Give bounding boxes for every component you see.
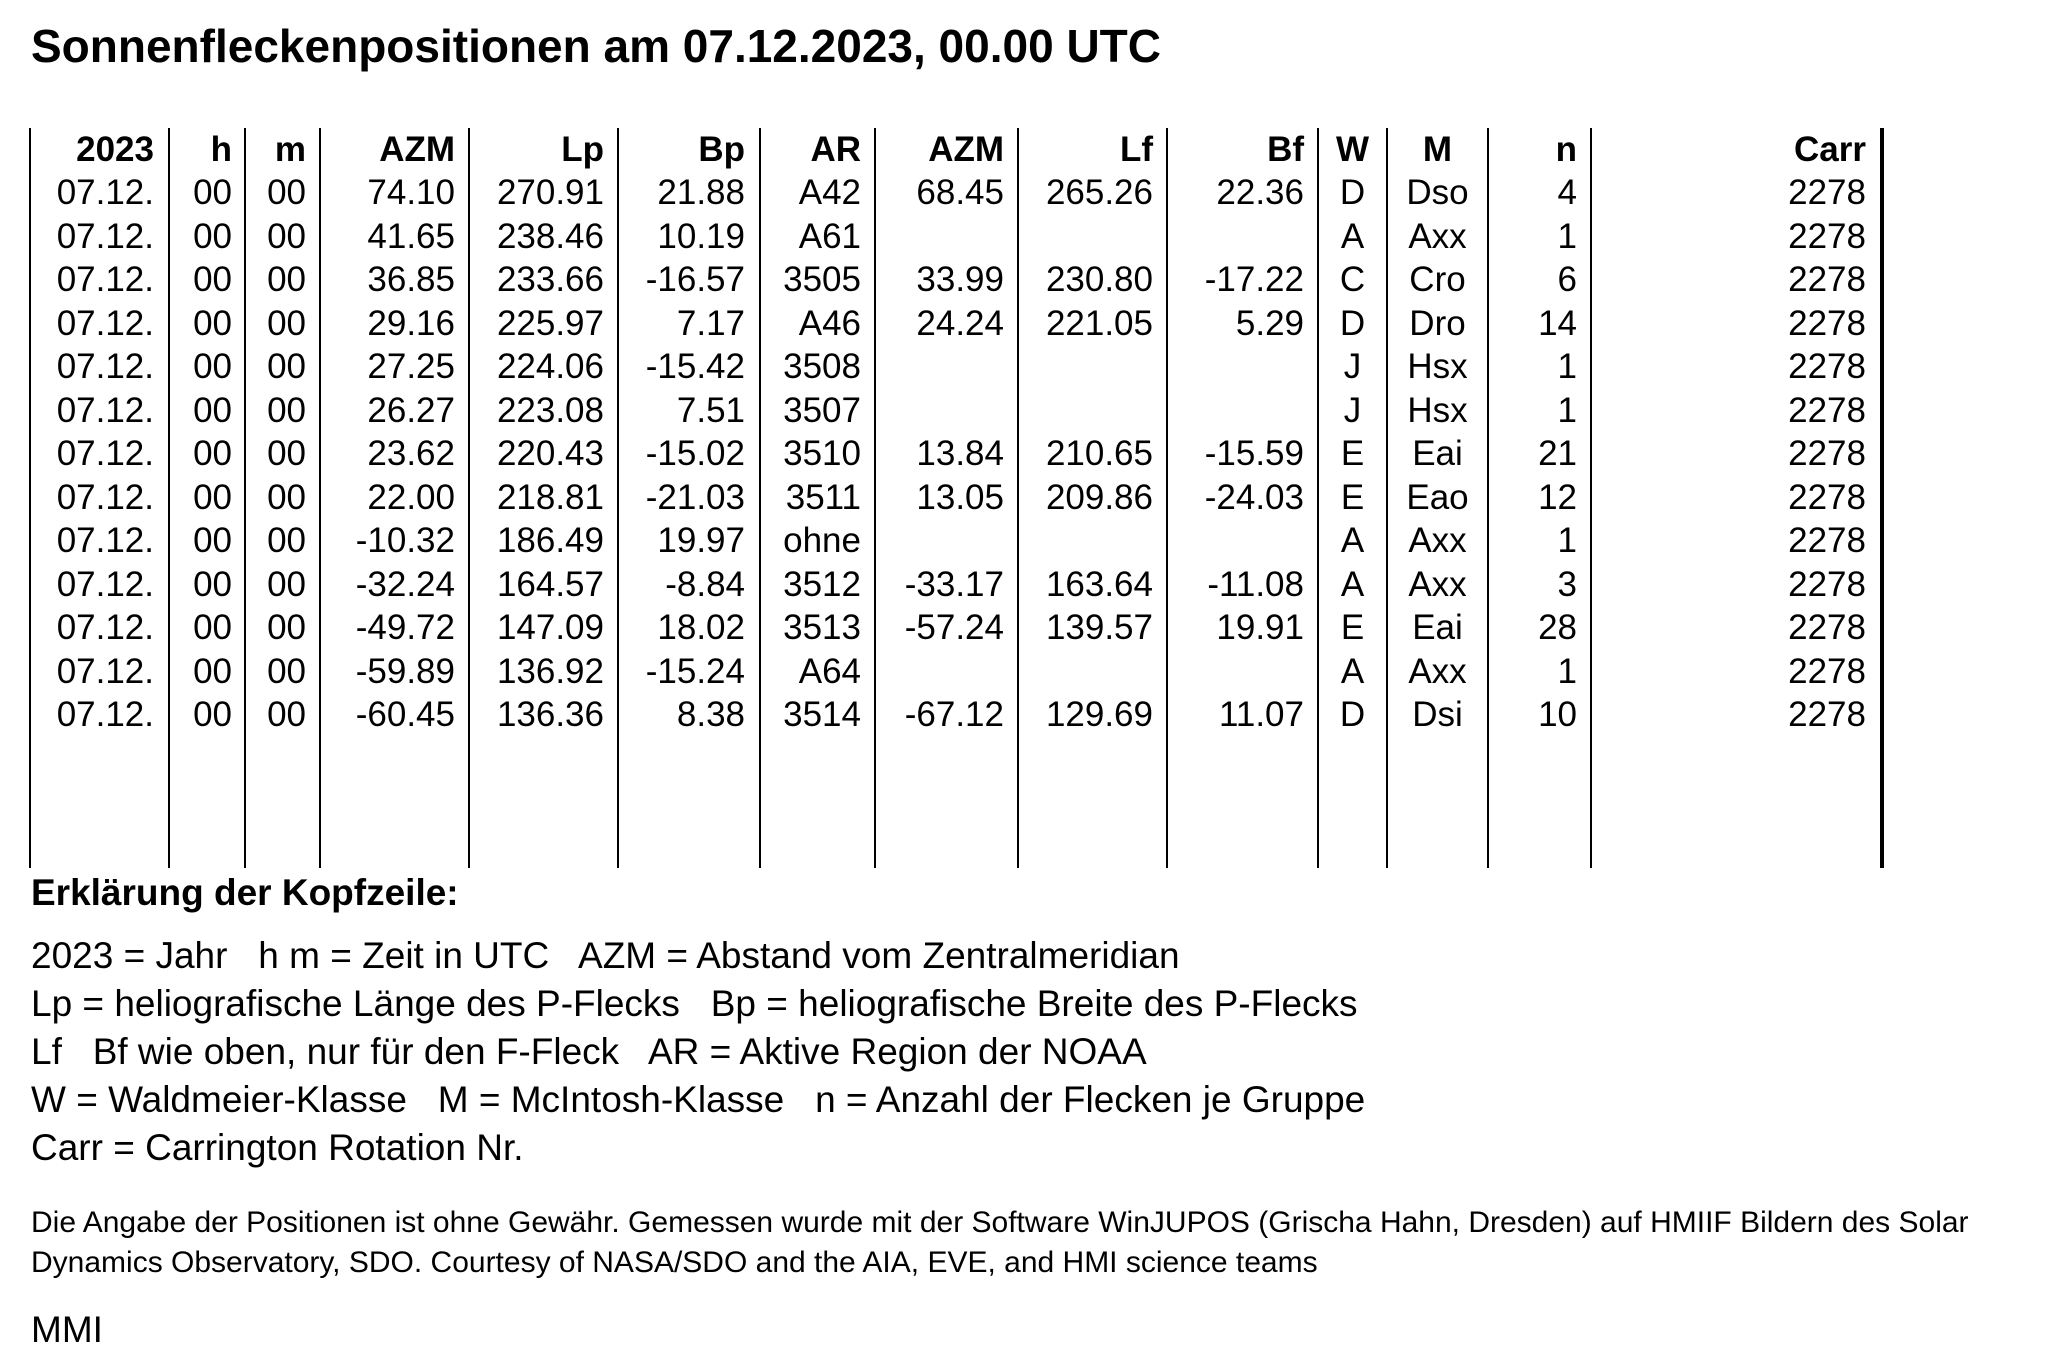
cell-bp: -21.03 bbox=[645, 477, 745, 517]
cell-azm-f bbox=[876, 389, 1004, 433]
cell-azm-f bbox=[876, 650, 1004, 694]
header-carr: Carr bbox=[1794, 130, 1866, 169]
cell-bp: -15.42 bbox=[645, 347, 745, 386]
cell-w: A bbox=[1340, 564, 1365, 604]
header-bf: Bf bbox=[1267, 130, 1304, 169]
cell-azm-f: -57.24 bbox=[904, 608, 1004, 647]
cell-ar: 3510 bbox=[783, 434, 861, 473]
cell-bp: 19.97 bbox=[657, 521, 745, 560]
cell-date: 07.12. bbox=[56, 477, 154, 517]
header-lf: Lf bbox=[1119, 130, 1153, 169]
cell-lp: 238.46 bbox=[496, 216, 604, 256]
cell-ar: A64 bbox=[798, 651, 861, 691]
cell-hour: 00 bbox=[193, 390, 232, 430]
cell-carr: 2278 bbox=[1788, 434, 1866, 473]
header-n: n bbox=[1555, 130, 1577, 169]
cell-hour: 00 bbox=[193, 434, 232, 473]
cell-ar: A61 bbox=[798, 216, 861, 256]
legend-line: Carr = Carrington Rotation Nr. bbox=[31, 1127, 524, 1168]
cell-w: D bbox=[1339, 303, 1366, 343]
cell-hour: 00 bbox=[193, 651, 232, 691]
cell-w: J bbox=[1343, 390, 1362, 430]
cell-ar: A46 bbox=[798, 303, 861, 343]
cell-hour: 00 bbox=[193, 564, 232, 604]
cell-carr: 2278 bbox=[1788, 173, 1866, 212]
cell-carr: 2278 bbox=[1788, 651, 1866, 691]
cell-bp: 7.17 bbox=[676, 303, 745, 343]
cell-azm-p: 23.62 bbox=[367, 434, 455, 473]
table-header-row bbox=[0, 128, 2060, 172]
cell-n: 12 bbox=[1538, 477, 1577, 517]
cell-lf: 210.65 bbox=[1045, 434, 1153, 473]
cell-hour: 00 bbox=[193, 216, 232, 256]
cell-w: A bbox=[1340, 651, 1365, 691]
cell-bf: 19.91 bbox=[1216, 608, 1304, 647]
cell-carr: 2278 bbox=[1788, 216, 1866, 256]
header-m: M bbox=[1422, 130, 1453, 169]
cell-n: 1 bbox=[1557, 216, 1577, 256]
sunspot-table bbox=[0, 128, 2060, 868]
cell-date: 07.12. bbox=[56, 564, 154, 604]
cell-m: Eao bbox=[1406, 477, 1469, 517]
cell-bf bbox=[1168, 389, 1304, 433]
cell-w: D bbox=[1339, 695, 1366, 734]
cell-n: 28 bbox=[1538, 608, 1577, 647]
cell-carr: 2278 bbox=[1788, 695, 1866, 734]
cell-n: 6 bbox=[1557, 260, 1577, 299]
cell-m: Dro bbox=[1409, 303, 1466, 343]
cell-bf: 22.36 bbox=[1216, 173, 1304, 212]
header-lp: Lp bbox=[561, 130, 604, 169]
cell-lp: 136.36 bbox=[496, 695, 604, 734]
cell-date: 07.12. bbox=[56, 608, 154, 647]
cell-bf: -11.08 bbox=[1207, 564, 1304, 604]
cell-carr: 2278 bbox=[1788, 477, 1866, 517]
cell-bp: -15.24 bbox=[645, 651, 745, 691]
table-row bbox=[0, 215, 2060, 259]
cell-date: 07.12. bbox=[56, 434, 154, 473]
cell-minute: 00 bbox=[267, 216, 306, 256]
table-row bbox=[0, 171, 2060, 215]
cell-bp: 7.51 bbox=[676, 390, 745, 430]
disclaimer: Die Angabe der Positionen ist ohne Gewähr. Gemessen wurde mit der Software WinJUPOS (Grischa Hahn, Dresden) auf HMIIF Bildern des Solar Dynamics Observatory, SDO. Courtesy of NASA/SDO and the AIA, EVE, and HMI science teams bbox=[31, 1206, 1969, 1279]
cell-bp: 10.19 bbox=[657, 216, 745, 256]
cell-minute: 00 bbox=[267, 477, 306, 517]
table-row bbox=[0, 432, 2060, 476]
cell-bf: 5.29 bbox=[1235, 303, 1304, 343]
cell-m: Axx bbox=[1408, 651, 1467, 691]
cell-bf: -17.22 bbox=[1204, 260, 1304, 299]
cell-azm-f: 13.05 bbox=[916, 477, 1004, 517]
cell-lf: 209.86 bbox=[1045, 477, 1153, 517]
cell-hour: 00 bbox=[193, 608, 232, 647]
cell-hour: 00 bbox=[193, 477, 232, 517]
cell-m: Hsx bbox=[1407, 390, 1468, 430]
cell-ar: 3508 bbox=[783, 347, 861, 386]
cell-bp: -8.84 bbox=[665, 564, 745, 604]
cell-lf: 221.05 bbox=[1045, 303, 1153, 343]
cell-azm-p: 26.27 bbox=[367, 390, 455, 430]
cell-lf bbox=[1019, 650, 1153, 694]
legend-line: W = Waldmeier-Klasse M = McIntosh-Klasse n = Anzahl der Flecken je Gruppe bbox=[31, 1079, 1366, 1120]
cell-date: 07.12. bbox=[56, 347, 154, 386]
cell-azm-f: -67.12 bbox=[904, 695, 1004, 734]
cell-minute: 00 bbox=[267, 303, 306, 343]
cell-azm-f bbox=[876, 215, 1004, 259]
cell-w: A bbox=[1340, 521, 1365, 560]
cell-ar: 3512 bbox=[783, 564, 861, 604]
cell-w: E bbox=[1340, 477, 1365, 517]
cell-minute: 00 bbox=[267, 651, 306, 691]
cell-bf bbox=[1168, 345, 1304, 389]
header-azm-p: AZM bbox=[379, 130, 455, 169]
cell-hour: 00 bbox=[193, 695, 232, 734]
cell-n: 1 bbox=[1557, 651, 1577, 691]
cell-azm-p: -32.24 bbox=[355, 564, 455, 604]
cell-minute: 00 bbox=[267, 173, 306, 212]
cell-hour: 00 bbox=[193, 173, 232, 212]
cell-w: C bbox=[1339, 260, 1366, 299]
cell-date: 07.12. bbox=[56, 651, 154, 691]
cell-m: Dso bbox=[1406, 173, 1469, 212]
cell-bp: -16.57 bbox=[645, 260, 745, 299]
cell-azm-f: 13.84 bbox=[916, 434, 1004, 473]
cell-azm-p: -49.72 bbox=[355, 608, 455, 647]
cell-azm-p: -60.45 bbox=[355, 695, 455, 734]
cell-azm-p: 22.00 bbox=[367, 477, 455, 517]
cell-n: 4 bbox=[1557, 173, 1577, 212]
cell-carr: 2278 bbox=[1788, 303, 1866, 343]
cell-azm-f: 33.99 bbox=[916, 260, 1004, 299]
cell-minute: 00 bbox=[267, 521, 306, 560]
cell-n: 1 bbox=[1557, 347, 1577, 386]
table-row bbox=[0, 563, 2060, 607]
cell-m: Hsx bbox=[1407, 347, 1468, 386]
cell-minute: 00 bbox=[267, 260, 306, 299]
cell-bf bbox=[1168, 519, 1304, 563]
header-bp: Bp bbox=[698, 130, 745, 169]
cell-lp: 220.43 bbox=[496, 434, 604, 473]
header-year: 2023 bbox=[76, 130, 154, 169]
table-row bbox=[0, 258, 2060, 302]
cell-date: 07.12. bbox=[56, 303, 154, 343]
cell-ar: ohne bbox=[783, 521, 861, 560]
cell-azm-p: 36.85 bbox=[367, 260, 455, 299]
cell-lf bbox=[1019, 345, 1153, 389]
cell-minute: 00 bbox=[267, 347, 306, 386]
cell-bp: 8.38 bbox=[676, 695, 745, 734]
cell-bp: 18.02 bbox=[657, 608, 745, 647]
cell-azm-p: 27.25 bbox=[367, 347, 455, 386]
cell-lp: 225.97 bbox=[496, 303, 604, 343]
table-row bbox=[0, 476, 2060, 520]
cell-date: 07.12. bbox=[56, 521, 154, 560]
cell-carr: 2278 bbox=[1788, 347, 1866, 386]
cell-lp: 147.09 bbox=[496, 608, 604, 647]
cell-m: Axx bbox=[1408, 216, 1467, 256]
cell-ar: 3514 bbox=[783, 695, 861, 734]
cell-bp: 21.88 bbox=[657, 173, 745, 212]
cell-bf: -15.59 bbox=[1204, 434, 1304, 473]
legend-line: Lf Bf wie oben, nur für den F-Fleck AR = Aktive Region der NOAA bbox=[31, 1031, 1147, 1072]
header-hour: h bbox=[210, 130, 232, 169]
cell-minute: 00 bbox=[267, 564, 306, 604]
cell-lp: 224.06 bbox=[496, 347, 604, 386]
cell-lf: 129.69 bbox=[1045, 695, 1153, 734]
cell-azm-p: -59.89 bbox=[355, 651, 455, 691]
cell-date: 07.12. bbox=[56, 260, 154, 299]
cell-carr: 2278 bbox=[1788, 521, 1866, 560]
cell-ar: 3513 bbox=[783, 608, 861, 647]
cell-lp: 218.81 bbox=[496, 477, 604, 517]
cell-lp: 223.08 bbox=[496, 390, 604, 430]
cell-n: 10 bbox=[1538, 695, 1577, 734]
cell-bp: -15.02 bbox=[645, 434, 745, 473]
table-row bbox=[0, 345, 2060, 389]
cell-azm-p: 41.65 bbox=[367, 216, 455, 256]
header-azm-f: AZM bbox=[928, 130, 1004, 169]
cell-lp: 270.91 bbox=[496, 173, 604, 212]
cell-ar: A42 bbox=[798, 173, 861, 212]
cell-n: 21 bbox=[1538, 434, 1577, 473]
cell-lf: 265.26 bbox=[1045, 173, 1153, 212]
table-row bbox=[0, 650, 2060, 694]
cell-m: Dsi bbox=[1412, 695, 1463, 734]
cell-ar: 3507 bbox=[783, 390, 861, 430]
table-row bbox=[0, 389, 2060, 433]
cell-w: J bbox=[1343, 347, 1362, 386]
cell-minute: 00 bbox=[267, 390, 306, 430]
cell-lp: 164.57 bbox=[496, 564, 604, 604]
header-ar: AR bbox=[810, 130, 861, 169]
cell-bf bbox=[1168, 215, 1304, 259]
cell-bf: -24.03 bbox=[1204, 477, 1304, 517]
cell-carr: 2278 bbox=[1788, 260, 1866, 299]
cell-azm-f bbox=[876, 519, 1004, 563]
cell-m: Axx bbox=[1408, 521, 1467, 560]
cell-minute: 00 bbox=[267, 434, 306, 473]
cell-minute: 00 bbox=[267, 695, 306, 734]
signature: MMI bbox=[31, 1309, 103, 1350]
legend-line: 2023 = Jahr h m = Zeit in UTC AZM = Abstand vom Zentralmeridian bbox=[31, 935, 1180, 976]
cell-azm-p: 29.16 bbox=[367, 303, 455, 343]
cell-m: Eai bbox=[1412, 608, 1463, 647]
cell-carr: 2278 bbox=[1788, 390, 1866, 430]
table-row bbox=[0, 606, 2060, 650]
cell-w: A bbox=[1340, 216, 1365, 256]
cell-w: D bbox=[1339, 173, 1366, 212]
cell-m: Cro bbox=[1409, 260, 1466, 299]
header-w: W bbox=[1335, 130, 1370, 169]
header-minute: m bbox=[274, 130, 306, 169]
cell-bf bbox=[1168, 650, 1304, 694]
cell-hour: 00 bbox=[193, 521, 232, 560]
cell-m: Axx bbox=[1408, 564, 1467, 604]
cell-ar: 3505 bbox=[783, 260, 861, 299]
cell-bf: 11.07 bbox=[1219, 695, 1304, 734]
cell-minute: 00 bbox=[267, 608, 306, 647]
cell-lf: 139.57 bbox=[1045, 608, 1153, 647]
cell-date: 07.12. bbox=[56, 695, 154, 734]
cell-azm-f: 24.24 bbox=[916, 303, 1004, 343]
cell-w: E bbox=[1340, 434, 1365, 473]
cell-lf: 230.80 bbox=[1045, 260, 1153, 299]
legend-heading: Erklärung der Kopfzeile: bbox=[31, 872, 459, 913]
cell-w: E bbox=[1340, 608, 1365, 647]
cell-date: 07.12. bbox=[56, 390, 154, 430]
cell-carr: 2278 bbox=[1788, 564, 1866, 604]
cell-carr: 2278 bbox=[1788, 608, 1866, 647]
cell-azm-f: 68.45 bbox=[916, 173, 1004, 212]
cell-n: 3 bbox=[1557, 564, 1577, 604]
table-row bbox=[0, 302, 2060, 346]
table-row bbox=[0, 693, 2060, 737]
page-title: Sonnenfleckenpositionen am 07.12.2023, 00.00 UTC bbox=[31, 20, 1161, 72]
cell-n: 14 bbox=[1538, 303, 1577, 343]
cell-lf bbox=[1019, 215, 1153, 259]
legend-line: Lp = heliografische Länge des P-Flecks Bp = heliografische Breite des P-Flecks bbox=[31, 983, 1358, 1024]
cell-lp: 136.92 bbox=[496, 651, 604, 691]
cell-azm-f: -33.17 bbox=[904, 564, 1004, 604]
cell-n: 1 bbox=[1557, 390, 1577, 430]
cell-azm-p: -10.32 bbox=[355, 521, 455, 560]
cell-lf bbox=[1019, 519, 1153, 563]
cell-lp: 233.66 bbox=[496, 260, 604, 299]
legend bbox=[31, 868, 2031, 1172]
cell-lp: 186.49 bbox=[496, 521, 604, 560]
cell-hour: 00 bbox=[193, 347, 232, 386]
cell-hour: 00 bbox=[193, 260, 232, 299]
cell-date: 07.12. bbox=[56, 216, 154, 256]
cell-date: 07.12. bbox=[56, 173, 154, 212]
cell-hour: 00 bbox=[193, 303, 232, 343]
cell-m: Eai bbox=[1412, 434, 1463, 473]
cell-lf: 163.64 bbox=[1045, 564, 1153, 604]
cell-azm-p: 74.10 bbox=[367, 173, 455, 212]
cell-n: 1 bbox=[1557, 521, 1577, 560]
table-row bbox=[0, 519, 2060, 563]
cell-azm-f bbox=[876, 345, 1004, 389]
cell-lf bbox=[1019, 389, 1153, 433]
cell-ar: 3511 bbox=[785, 477, 861, 517]
